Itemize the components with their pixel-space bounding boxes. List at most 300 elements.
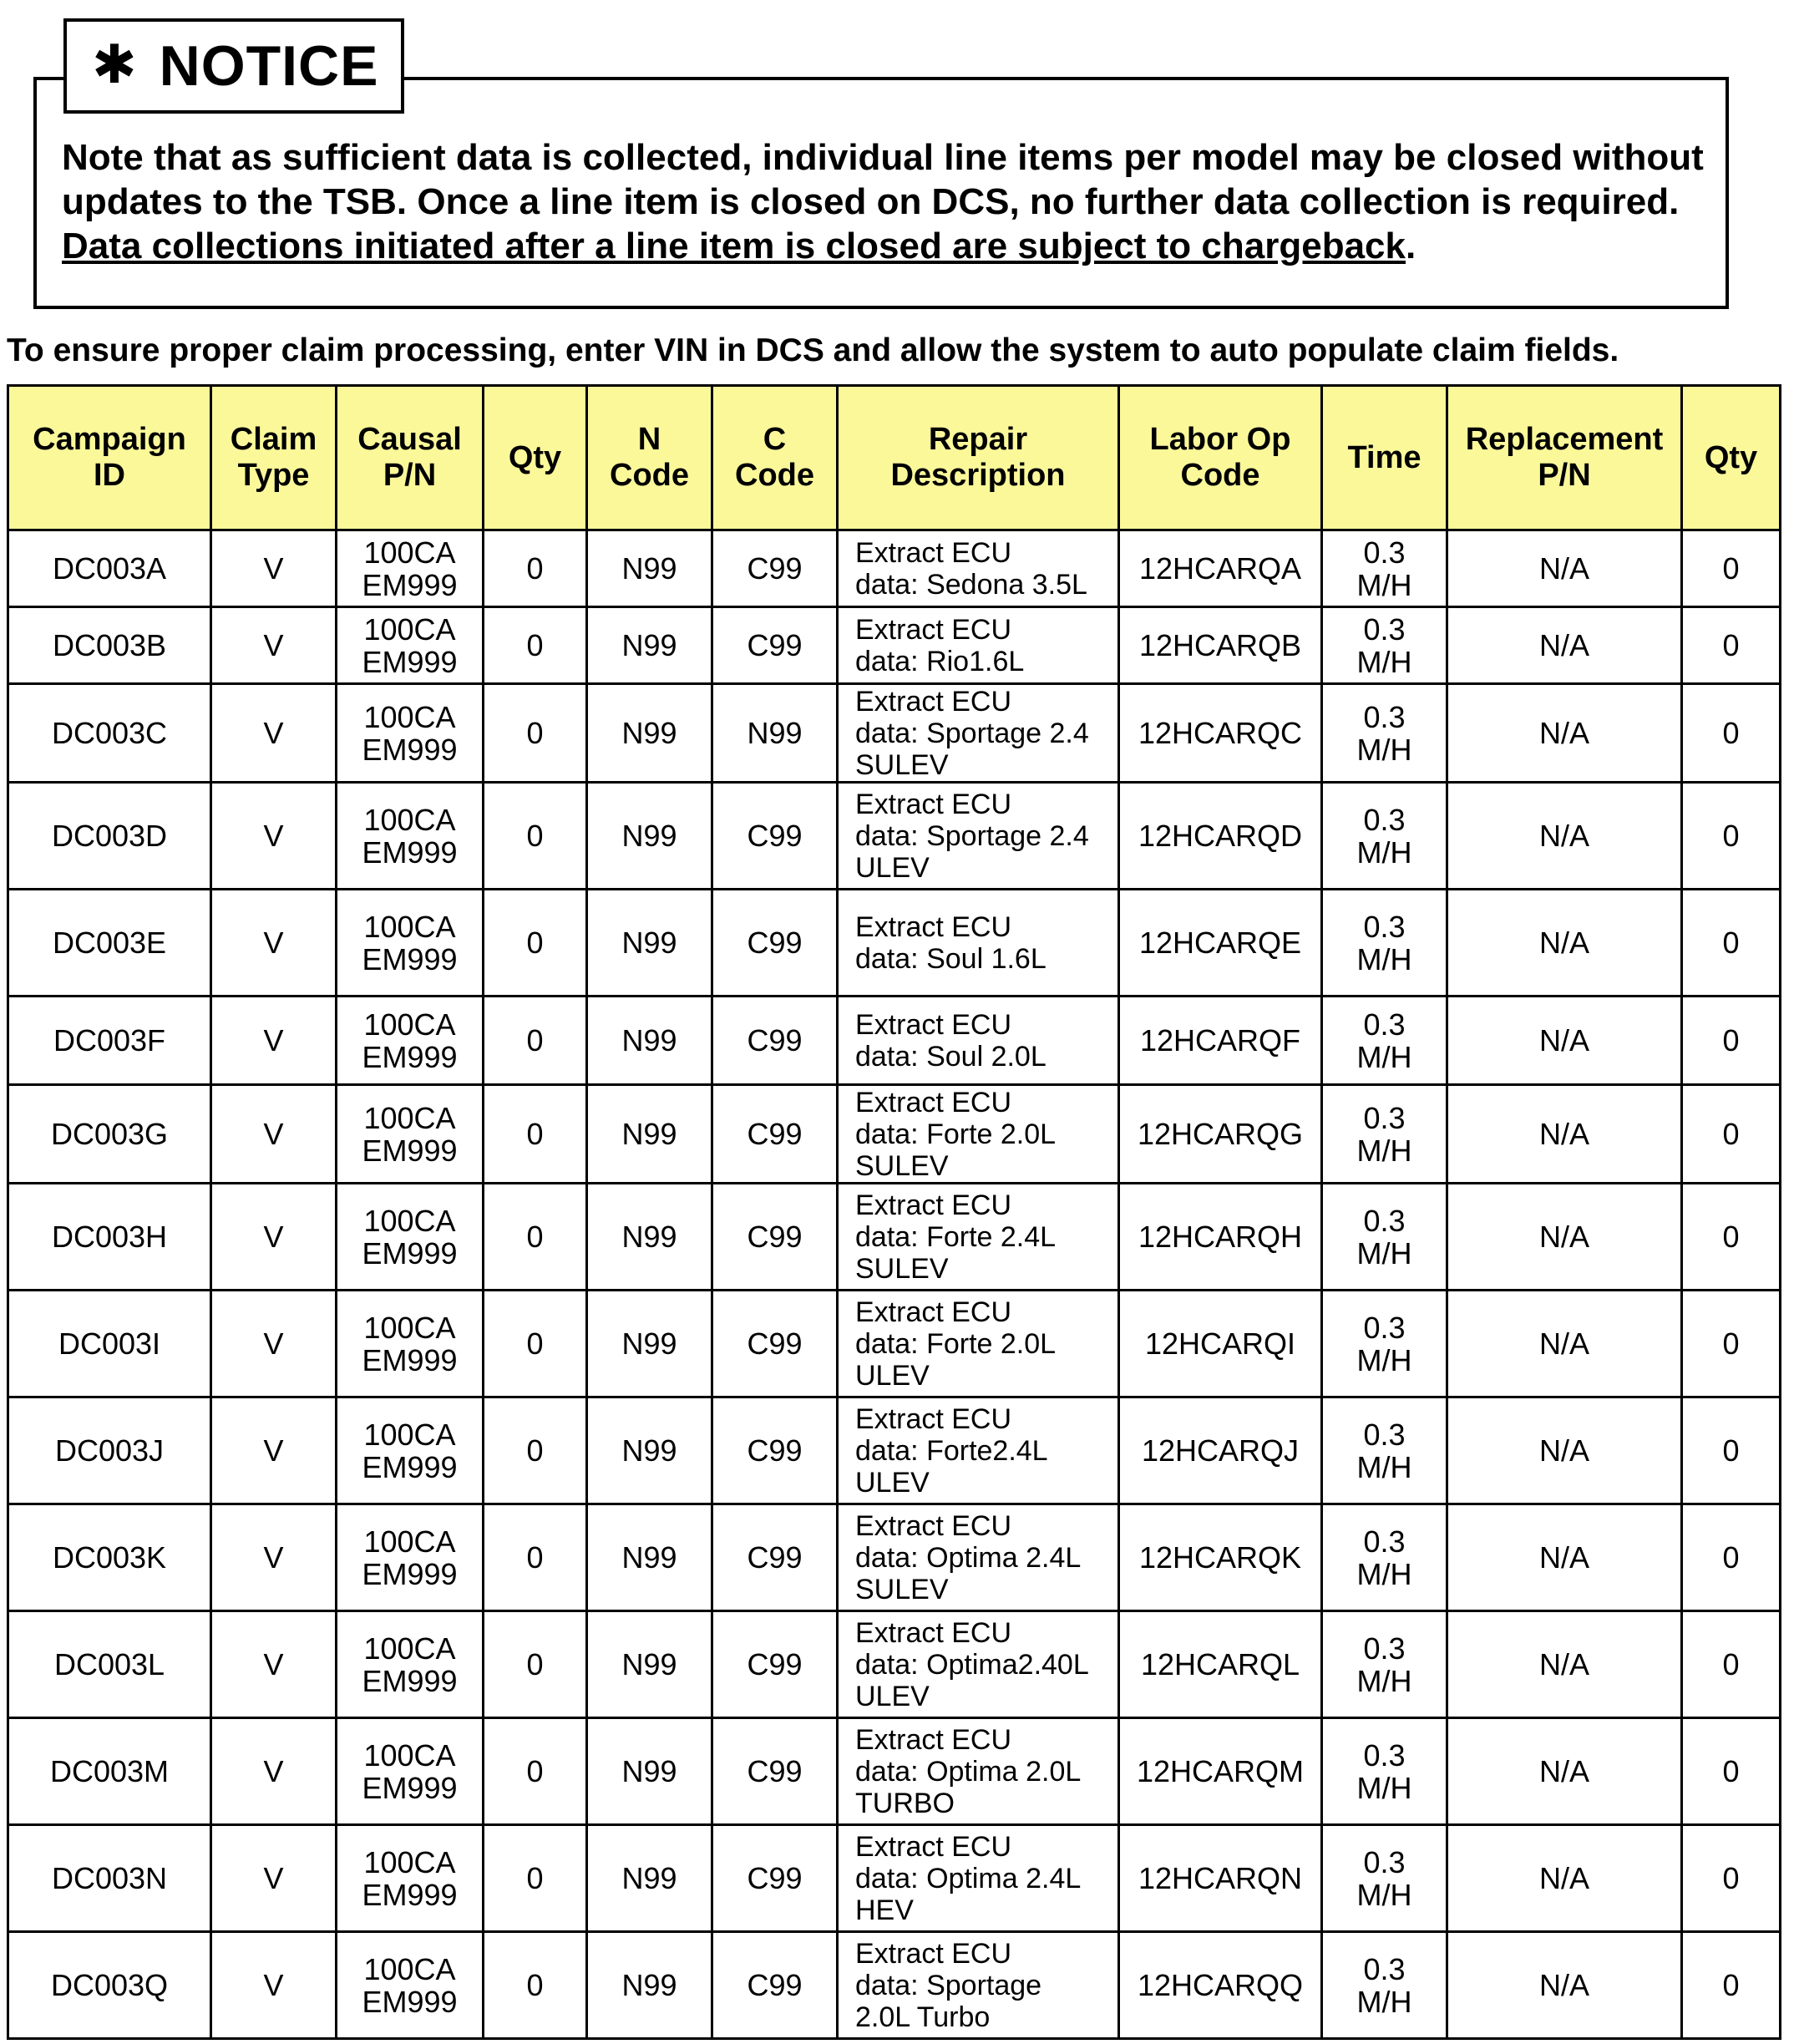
cell-text: EM999 — [362, 732, 458, 767]
campaign-id-cell — [8, 530, 211, 607]
cell-text: 12HCARQQ — [1137, 1968, 1304, 2002]
cell-text: 0 — [526, 551, 544, 586]
qty-cell — [484, 1718, 587, 1825]
cell-text: C99 — [747, 1647, 803, 1681]
cell-text: 12HCARQM — [1136, 1754, 1305, 1788]
cell-text: M/H — [1356, 1770, 1412, 1805]
repair-description-cell — [838, 1397, 1119, 1504]
header-text: Labor Op — [1149, 422, 1291, 457]
cell-text: 100CA — [363, 1951, 456, 1986]
causal-pn-cell — [337, 607, 484, 684]
cell-text: Extract ECU — [855, 536, 1012, 569]
cell-text: N/A — [1538, 819, 1589, 853]
campaign-id-cell — [8, 783, 211, 890]
cell-text: data: Soul 2.0L — [855, 1040, 1046, 1073]
labor-op-code-cell — [1119, 997, 1322, 1085]
replacement-pn-cell — [1447, 1291, 1682, 1397]
cell-text: N/A — [1538, 1968, 1589, 2002]
qty-cell — [484, 890, 587, 997]
cell-text: Extract ECU — [855, 1086, 1012, 1118]
cell-text: M/H — [1356, 834, 1412, 870]
campaign-id-cell — [8, 1085, 211, 1184]
cell-text: 0 — [526, 1540, 544, 1575]
n-code-cell — [587, 1085, 712, 1184]
cell-text: EM999 — [362, 834, 458, 870]
column-header-n-code — [587, 386, 712, 530]
cell-text: C99 — [747, 1220, 803, 1254]
labor-op-code-cell — [1119, 684, 1322, 783]
replacement-qty-cell — [1682, 783, 1781, 890]
cell-text: M/H — [1356, 1235, 1412, 1271]
n-code-cell — [587, 890, 712, 997]
cell-text: 0 — [1722, 1647, 1740, 1681]
cell-text: 0 — [526, 1326, 544, 1361]
cell-text: EM999 — [362, 1556, 458, 1591]
cell-text: M/H — [1356, 732, 1412, 767]
cell-text: DC003I — [58, 1326, 161, 1361]
qty-cell — [484, 1184, 587, 1291]
cell-text: HEV — [855, 1894, 914, 1926]
c-code-cell — [712, 1085, 838, 1184]
cell-text: M/H — [1356, 567, 1412, 602]
cell-text: C99 — [747, 551, 803, 586]
cell-text: 12HCARQB — [1138, 628, 1302, 662]
cell-text: DC003D — [51, 819, 168, 853]
cell-text: data: Optima 2.4L — [855, 1862, 1082, 1894]
replacement-pn-cell — [1447, 1085, 1682, 1184]
replacement-pn-cell — [1447, 1825, 1682, 1932]
cell-text: Extract ECU — [855, 1402, 1012, 1435]
replacement-qty-cell — [1682, 1184, 1781, 1291]
c-code-cell — [712, 783, 838, 890]
c-code-cell — [712, 1504, 838, 1611]
time-cell — [1322, 607, 1447, 684]
campaign-id-cell — [8, 1718, 211, 1825]
qty-cell — [484, 684, 587, 783]
cell-text: 100CA — [363, 1007, 456, 1042]
c-code-cell — [712, 607, 838, 684]
claim-type-cell — [211, 997, 337, 1085]
labor-op-code-cell — [1119, 1291, 1322, 1397]
table-row — [8, 890, 1781, 997]
cell-text: V — [263, 1968, 284, 2002]
cell-text: data: Sportage 2.4 — [855, 717, 1089, 749]
cell-text: N/A — [1538, 628, 1589, 662]
header-text: Qty — [508, 439, 562, 475]
header-text: Type — [237, 458, 310, 493]
cell-text: 0 — [526, 1861, 544, 1895]
time-cell — [1322, 1718, 1447, 1825]
repair-description-cell — [838, 1291, 1119, 1397]
cell-text: DC003M — [49, 1754, 170, 1788]
table-header-row — [8, 386, 1781, 530]
replacement-pn-cell — [1447, 684, 1682, 783]
cell-text: M/H — [1356, 941, 1412, 976]
cell-text: Extract ECU — [855, 1296, 1012, 1328]
cell-text: SULEV — [855, 748, 949, 781]
header-text: Causal — [357, 422, 462, 457]
cell-text: 100CA — [363, 909, 456, 944]
cell-text: data: Rio1.6L — [855, 645, 1025, 677]
claim-type-cell — [211, 1825, 337, 1932]
cell-text: 0.3 — [1363, 1203, 1406, 1238]
cell-text: N99 — [621, 1023, 677, 1058]
cell-text: C99 — [747, 819, 803, 853]
column-header-c-code — [712, 386, 838, 530]
cell-text: DC003N — [51, 1861, 168, 1895]
cell-text: Extract ECU — [855, 1509, 1012, 1542]
cell-text: 0.3 — [1363, 1631, 1406, 1666]
labor-op-code-cell — [1119, 1504, 1322, 1611]
labor-op-code-cell — [1119, 530, 1322, 607]
cell-text: 100CA — [363, 1203, 456, 1238]
cell-text: N/A — [1538, 1540, 1589, 1575]
cell-text: Extract ECU — [855, 1189, 1012, 1221]
time-cell — [1322, 890, 1447, 997]
cell-text: 0 — [526, 1968, 544, 2002]
cell-text: 12HCARQD — [1138, 819, 1303, 853]
cell-text: 100CA — [363, 699, 456, 734]
cell-text: 0 — [1722, 1540, 1740, 1575]
cell-text: ULEV — [855, 1359, 930, 1392]
table-row — [8, 530, 1781, 607]
c-code-cell — [712, 1825, 838, 1932]
time-cell — [1322, 1611, 1447, 1718]
c-code-cell — [712, 1718, 838, 1825]
time-cell — [1322, 530, 1447, 607]
claim-type-cell — [211, 1718, 337, 1825]
cell-text: C99 — [747, 1754, 803, 1788]
c-code-cell — [712, 684, 838, 783]
repair-description-cell — [838, 530, 1119, 607]
cell-text: 0 — [1722, 1433, 1740, 1468]
column-header-replacement-qty — [1682, 386, 1781, 530]
replacement-pn-cell — [1447, 890, 1682, 997]
table-row — [8, 1718, 1781, 1825]
cell-text: EM999 — [362, 941, 458, 976]
cell-text: V — [263, 1023, 284, 1058]
cell-text: EM999 — [362, 1235, 458, 1271]
cell-text: N99 — [621, 1647, 677, 1681]
replacement-qty-cell — [1682, 530, 1781, 607]
cell-text: 0.3 — [1363, 1524, 1406, 1559]
cell-text: V — [263, 1433, 284, 1468]
c-code-cell — [712, 1184, 838, 1291]
cell-text: 0 — [526, 1647, 544, 1681]
causal-pn-cell — [337, 890, 484, 997]
cell-text: 100CA — [363, 1524, 456, 1559]
cell-text: N99 — [747, 716, 803, 750]
cell-text: Extract ECU — [855, 1937, 1012, 1970]
replacement-pn-cell — [1447, 1932, 1682, 2039]
cell-text: 12HCARQI — [1144, 1326, 1296, 1361]
header-text: Code — [610, 458, 689, 493]
causal-pn-cell — [337, 1718, 484, 1825]
cell-text: 0 — [526, 1433, 544, 1468]
cell-text: C99 — [747, 1326, 803, 1361]
notice-period: . — [1406, 226, 1416, 266]
cell-text: 0 — [526, 716, 544, 750]
repair-description-cell — [838, 607, 1119, 684]
cell-text: N/A — [1538, 1117, 1589, 1151]
header-text: ID — [94, 458, 125, 493]
cell-text: N99 — [621, 1433, 677, 1468]
labor-op-code-cell — [1119, 1397, 1322, 1504]
causal-pn-cell — [337, 1932, 484, 2039]
campaign-id-cell — [8, 1611, 211, 1718]
cell-text: EM999 — [362, 567, 458, 602]
cell-text: 12HCARQG — [1137, 1117, 1304, 1151]
cell-text: 12HCARQH — [1138, 1220, 1303, 1254]
repair-description-cell — [838, 684, 1119, 783]
replacement-pn-cell — [1447, 1718, 1682, 1825]
cell-text: ULEV — [855, 1466, 930, 1499]
cell-text: DC003C — [51, 716, 168, 750]
table-row — [8, 1504, 1781, 1611]
cell-text: V — [263, 1540, 284, 1575]
claim-type-cell — [211, 1085, 337, 1184]
repair-description-cell — [838, 1184, 1119, 1291]
time-cell — [1322, 1504, 1447, 1611]
cell-text: 0 — [526, 1220, 544, 1254]
cell-text: 0.3 — [1363, 909, 1406, 944]
cell-text: N99 — [621, 1326, 677, 1361]
time-cell — [1322, 997, 1447, 1085]
cell-text: DC003A — [52, 551, 167, 586]
qty-cell — [484, 1825, 587, 1932]
time-cell — [1322, 1291, 1447, 1397]
n-code-cell — [587, 783, 712, 890]
cell-text: EM999 — [362, 1039, 458, 1074]
campaign-id-cell — [8, 1825, 211, 1932]
cell-text: 0 — [1722, 551, 1740, 586]
replacement-qty-cell — [1682, 1397, 1781, 1504]
cell-text: 12HCARQK — [1138, 1540, 1302, 1575]
n-code-cell — [587, 1291, 712, 1397]
cell-text: 0.3 — [1363, 1737, 1406, 1773]
repair-description-cell — [838, 890, 1119, 997]
c-code-cell — [712, 1611, 838, 1718]
cell-text: M/H — [1356, 1133, 1412, 1168]
header-text: Repair — [928, 422, 1028, 457]
claim-type-cell — [211, 1291, 337, 1397]
cell-text: M/H — [1356, 1449, 1412, 1484]
cell-text: C99 — [747, 1968, 803, 2002]
cell-text: 0 — [1722, 1968, 1740, 2002]
cell-text: N99 — [621, 1861, 677, 1895]
table-row — [8, 684, 1781, 783]
causal-pn-cell — [337, 1397, 484, 1504]
labor-op-code-cell — [1119, 607, 1322, 684]
cell-text: N/A — [1538, 1023, 1589, 1058]
cell-text: N99 — [621, 716, 677, 750]
cell-text: 12HCARQN — [1138, 1861, 1303, 1895]
cell-text: DC003L — [53, 1647, 165, 1681]
n-code-cell — [587, 1184, 712, 1291]
labor-op-code-cell — [1119, 1085, 1322, 1184]
replacement-qty-cell — [1682, 1825, 1781, 1932]
campaign-id-cell — [8, 1397, 211, 1504]
header-text: Code — [1180, 458, 1260, 493]
table-body — [8, 530, 1781, 2039]
cell-text: N99 — [621, 1540, 677, 1575]
cell-text: N/A — [1538, 1861, 1589, 1895]
cell-text: Extract ECU — [855, 1723, 1012, 1756]
replacement-pn-cell — [1447, 1184, 1682, 1291]
cell-text: data: Sportage 2.4 — [855, 819, 1089, 852]
cell-text: DC003G — [50, 1117, 169, 1151]
cell-text: N/A — [1538, 551, 1589, 586]
notice-chargeback-warning: Data collections initiated after a line item is closed are subject to chargeback — [62, 226, 1406, 266]
c-code-cell — [712, 530, 838, 607]
cell-text: C99 — [747, 1433, 803, 1468]
cell-text: data: Optima2.40L — [855, 1648, 1089, 1681]
time-cell — [1322, 1932, 1447, 2039]
cell-text: data: Forte 2.4L — [855, 1220, 1057, 1253]
claim-type-cell — [211, 684, 337, 783]
n-code-cell — [587, 1932, 712, 2039]
replacement-pn-cell — [1447, 607, 1682, 684]
campaign-id-cell — [8, 1504, 211, 1611]
table-row — [8, 1825, 1781, 1932]
cell-text: C99 — [747, 628, 803, 662]
cell-text: EM999 — [362, 644, 458, 679]
cell-text: 0 — [526, 628, 544, 662]
table-row — [8, 1397, 1781, 1504]
cell-text: N/A — [1538, 1647, 1589, 1681]
header-text: Time — [1347, 439, 1422, 475]
replacement-qty-cell — [1682, 1611, 1781, 1718]
header-text: Description — [890, 458, 1066, 493]
cell-text: N/A — [1538, 716, 1589, 750]
cell-text: DC003K — [52, 1540, 167, 1575]
claim-type-cell — [211, 607, 337, 684]
cell-text: C99 — [747, 1540, 803, 1575]
cell-text: DC003H — [51, 1220, 168, 1254]
cell-text: SULEV — [855, 1573, 949, 1605]
causal-pn-cell — [337, 1504, 484, 1611]
n-code-cell — [587, 1611, 712, 1718]
campaign-id-cell — [8, 1932, 211, 2039]
cell-text: N99 — [621, 819, 677, 853]
c-code-cell — [712, 890, 838, 997]
cell-text: N99 — [621, 1968, 677, 2002]
replacement-pn-cell — [1447, 1611, 1682, 1718]
time-cell — [1322, 1397, 1447, 1504]
n-code-cell — [587, 1825, 712, 1932]
cell-text: 0.3 — [1363, 1100, 1406, 1135]
replacement-qty-cell — [1682, 997, 1781, 1085]
causal-pn-cell — [337, 1184, 484, 1291]
table-row — [8, 1085, 1781, 1184]
cell-text: 0 — [526, 1117, 544, 1151]
cell-text: V — [263, 551, 284, 586]
n-code-cell — [587, 607, 712, 684]
labor-op-code-cell — [1119, 890, 1322, 997]
header-text: P/N — [383, 458, 437, 493]
cell-text: 12HCARQA — [1138, 551, 1302, 586]
campaign-id-cell — [8, 1291, 211, 1397]
cell-text: M/H — [1356, 1556, 1412, 1591]
cell-text: 12HCARQF — [1139, 1023, 1301, 1058]
cell-text: C99 — [747, 1117, 803, 1151]
header-text: Qty — [1704, 439, 1758, 475]
cell-text: EM999 — [362, 1770, 458, 1805]
n-code-cell — [587, 997, 712, 1085]
header-text: N — [637, 422, 661, 457]
cell-text: N/A — [1538, 1754, 1589, 1788]
time-cell — [1322, 1825, 1447, 1932]
cell-text: data: Optima 2.0L — [855, 1755, 1082, 1788]
cell-text: 100CA — [363, 1844, 456, 1879]
asterisk-icon: ✱ — [92, 33, 138, 94]
cell-text: EM999 — [362, 1877, 458, 1912]
time-cell — [1322, 684, 1447, 783]
cell-text: 100CA — [363, 535, 456, 570]
cell-text: M/H — [1356, 1342, 1412, 1377]
cell-text: M/H — [1356, 1877, 1412, 1912]
replacement-qty-cell — [1682, 1932, 1781, 2039]
cell-text: V — [263, 1326, 284, 1361]
cell-text: data: Forte 2.0L — [855, 1327, 1057, 1360]
campaign-id-cell — [8, 1184, 211, 1291]
cell-text: EM999 — [362, 1663, 458, 1698]
cell-text: 12HCARQJ — [1141, 1433, 1300, 1468]
cell-text: C99 — [747, 926, 803, 960]
header-text: Code — [735, 458, 814, 493]
cell-text: 0.3 — [1363, 1007, 1406, 1042]
cell-text: EM999 — [362, 1342, 458, 1377]
qty-cell — [484, 1397, 587, 1504]
cell-text: 100CA — [363, 1417, 456, 1452]
campaign-id-cell — [8, 997, 211, 1085]
cell-text: N99 — [621, 1220, 677, 1254]
notice-text — [62, 135, 1711, 268]
cell-text: SULEV — [855, 1149, 949, 1182]
cell-text: 0.3 — [1363, 535, 1406, 570]
cell-text: ULEV — [855, 851, 930, 884]
repair-description-cell — [838, 1611, 1119, 1718]
cell-text: M/H — [1356, 644, 1412, 679]
labor-op-code-cell — [1119, 1611, 1322, 1718]
qty-cell — [484, 1291, 587, 1397]
cell-text: 100CA — [363, 611, 456, 647]
cell-text: N/A — [1538, 926, 1589, 960]
cell-text: V — [263, 1754, 284, 1788]
replacement-pn-cell — [1447, 783, 1682, 890]
replacement-pn-cell — [1447, 997, 1682, 1085]
cell-text: V — [263, 1861, 284, 1895]
cell-text: 0 — [526, 926, 544, 960]
cell-text: M/H — [1356, 1663, 1412, 1698]
table-row — [8, 997, 1781, 1085]
cell-text: C99 — [747, 1023, 803, 1058]
cell-text: 100CA — [363, 802, 456, 837]
cell-text: Extract ECU — [855, 1008, 1012, 1041]
replacement-pn-cell — [1447, 1504, 1682, 1611]
notice-body: Note that as sufficient data is collected, individual line items per model may be closed without updates to the TSB. Once a line item is closed on DCS, no further data collection is required. — [62, 137, 1704, 222]
qty-cell — [484, 783, 587, 890]
cell-text: N/A — [1538, 1220, 1589, 1254]
cell-text: C99 — [747, 1861, 803, 1895]
cell-text: 0 — [1722, 1117, 1740, 1151]
column-header-replacement-pn — [1447, 386, 1682, 530]
qty-cell — [484, 1932, 587, 2039]
cell-text: EM999 — [362, 1449, 458, 1484]
campaign-id-cell — [8, 607, 211, 684]
cell-text: N99 — [621, 1754, 677, 1788]
column-header-qty — [484, 386, 587, 530]
